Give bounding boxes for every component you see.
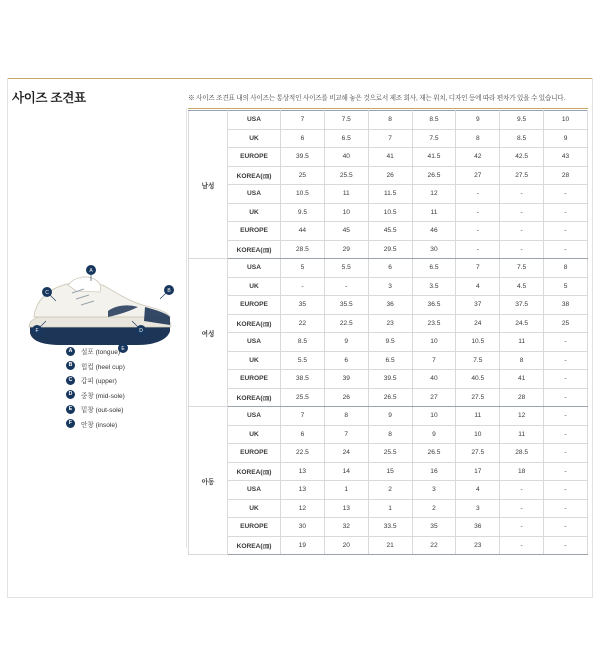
table-row (189, 518, 588, 537)
size-cell: 7 (368, 129, 412, 148)
size-cell: 11 (500, 425, 544, 444)
size-cell: 43 (544, 148, 588, 167)
size-cell: 41.5 (412, 148, 456, 167)
row-label: USA (228, 185, 281, 204)
group-label: 아동 (189, 407, 228, 555)
table-row (189, 166, 588, 185)
size-cell: 13 (324, 499, 368, 518)
size-cell: 6 (281, 425, 325, 444)
size-cell: 45 (324, 222, 368, 241)
size-cell: 22.5 (324, 314, 368, 333)
legend-label: 중창 (mid-sole) (81, 392, 125, 400)
size-cell: - (500, 240, 544, 259)
size-cell: 7 (456, 259, 500, 278)
table-row (189, 185, 588, 204)
size-cell: 39 (324, 370, 368, 389)
size-cell: 28.5 (281, 240, 325, 259)
size-cell: 4 (456, 277, 500, 296)
table-row (189, 481, 588, 500)
size-cell: 8.5 (281, 333, 325, 352)
size-cell: 22.5 (281, 444, 325, 463)
svg-text:C: C (45, 290, 49, 296)
size-cell: 26.5 (412, 166, 456, 185)
svg-text:E: E (121, 346, 125, 352)
table-row (189, 370, 588, 389)
table-row (189, 277, 588, 296)
size-cell: 36 (368, 296, 412, 315)
size-cell: 17 (456, 462, 500, 481)
size-cell: - (281, 277, 325, 296)
shoe-diagram-svg (20, 255, 180, 360)
size-cell: 6.5 (368, 351, 412, 370)
size-cell: 22 (412, 536, 456, 555)
size-cell: 8 (456, 129, 500, 148)
size-cell: 12 (281, 499, 325, 518)
svg-text:F: F (35, 328, 39, 334)
table-row (189, 240, 588, 259)
size-cell: - (500, 185, 544, 204)
size-cell: 30 (412, 240, 456, 259)
size-cell: 40 (412, 370, 456, 389)
size-cell: - (456, 203, 500, 222)
table-row (189, 425, 588, 444)
size-cell: 28 (544, 166, 588, 185)
row-label: EUROPE (228, 222, 281, 241)
legend-item (66, 390, 196, 400)
row-label: EUROPE (228, 296, 281, 315)
table-row (189, 333, 588, 352)
size-cell: 10 (412, 407, 456, 426)
size-cell: 10.5 (456, 333, 500, 352)
size-cell: - (544, 536, 588, 555)
size-cell: - (500, 481, 544, 500)
size-cell: 39.5 (281, 148, 325, 167)
size-cell: 9.5 (281, 203, 325, 222)
row-label: EUROPE (228, 148, 281, 167)
size-cell: 25 (544, 314, 588, 333)
size-cell: 10.5 (368, 203, 412, 222)
size-cell: 1 (368, 499, 412, 518)
size-cell: 36 (456, 518, 500, 537)
legend-marker-c-icon: C (66, 376, 75, 385)
row-label: UK (228, 499, 281, 518)
size-cell: 20 (324, 536, 368, 555)
size-table-area (188, 110, 588, 555)
legend-marker-b-icon: B (66, 361, 75, 370)
legend-label: 안창 (insole) (81, 421, 118, 429)
size-cell: 5.5 (324, 259, 368, 278)
size-cell: 40 (324, 148, 368, 167)
size-cell: - (544, 444, 588, 463)
legend-marker-a-icon: A (66, 347, 75, 356)
size-cell: 18 (500, 462, 544, 481)
size-cell: 7.5 (456, 351, 500, 370)
size-cell: 24 (456, 314, 500, 333)
legend-item (66, 404, 196, 414)
size-cell: - (456, 222, 500, 241)
row-label: UK (228, 129, 281, 148)
size-cell: 29 (324, 240, 368, 259)
size-cell: 19 (281, 536, 325, 555)
table-row (189, 351, 588, 370)
size-cell: 11 (324, 185, 368, 204)
table-row (189, 444, 588, 463)
size-table (188, 110, 588, 555)
size-cell: 8 (368, 111, 412, 130)
size-cell: 7 (324, 425, 368, 444)
size-cell: 44 (281, 222, 325, 241)
size-cell: 8.5 (500, 129, 544, 148)
svg-text:A: A (89, 268, 93, 274)
size-cell: 7.5 (500, 259, 544, 278)
table-row (189, 388, 588, 407)
size-cell: 26.5 (368, 388, 412, 407)
size-cell: 24 (324, 444, 368, 463)
size-cell: 16 (412, 462, 456, 481)
size-cell: 26 (368, 166, 412, 185)
row-label: KOREA(㎝) (228, 388, 281, 407)
row-label: EUROPE (228, 444, 281, 463)
table-top-rule (188, 108, 588, 109)
size-cell: 10 (544, 111, 588, 130)
size-cell: 38.5 (281, 370, 325, 389)
size-cell: 9.5 (500, 111, 544, 130)
size-cell: 26 (324, 388, 368, 407)
size-cell: 42.5 (500, 148, 544, 167)
size-cell: 27 (456, 166, 500, 185)
size-cell: 4 (456, 481, 500, 500)
size-cell: 37.5 (500, 296, 544, 315)
size-cell: 3 (368, 277, 412, 296)
table-row (189, 314, 588, 333)
size-cell: - (500, 499, 544, 518)
size-cell: - (500, 222, 544, 241)
table-row (189, 499, 588, 518)
size-cell: 11 (500, 333, 544, 352)
row-label: UK (228, 425, 281, 444)
legend-item (66, 419, 196, 429)
size-cell: - (544, 425, 588, 444)
size-cell: 15 (368, 462, 412, 481)
size-cell: 6.5 (324, 129, 368, 148)
size-cell: 12 (500, 407, 544, 426)
table-row (189, 536, 588, 555)
legend-item (66, 361, 196, 371)
size-cell: - (544, 481, 588, 500)
row-label: KOREA(㎝) (228, 462, 281, 481)
size-cell: 8 (544, 259, 588, 278)
size-cell: 35 (412, 518, 456, 537)
size-cell: 7 (281, 407, 325, 426)
row-label: USA (228, 333, 281, 352)
size-cell: 37 (456, 296, 500, 315)
table-row (189, 222, 588, 241)
size-cell: 25 (281, 166, 325, 185)
table-row (189, 203, 588, 222)
row-label: UK (228, 203, 281, 222)
size-cell: 10 (456, 425, 500, 444)
size-cell: 32 (324, 518, 368, 537)
size-cell: 14 (324, 462, 368, 481)
table-row (189, 111, 588, 130)
size-cell: 29.5 (368, 240, 412, 259)
size-cell: - (544, 333, 588, 352)
size-cell: 10 (324, 203, 368, 222)
size-cell: 11 (412, 203, 456, 222)
size-cell: 30 (281, 518, 325, 537)
row-label: KOREA(㎝) (228, 314, 281, 333)
table-row (189, 129, 588, 148)
size-cell: - (544, 240, 588, 259)
size-cell: 38 (544, 296, 588, 315)
column-divider (186, 108, 187, 548)
table-row (189, 462, 588, 481)
size-cell: 22 (281, 314, 325, 333)
legend-label: 밑창 (out-sole) (81, 407, 124, 414)
row-label: KOREA(㎝) (228, 240, 281, 259)
size-cell: - (500, 203, 544, 222)
size-cell: 9 (544, 129, 588, 148)
size-cell: 2 (368, 481, 412, 500)
size-cell: 8 (500, 351, 544, 370)
size-cell: 2 (412, 499, 456, 518)
size-cell: - (544, 203, 588, 222)
size-cell: - (544, 518, 588, 537)
group-label: 남성 (189, 111, 228, 259)
size-cell: - (544, 407, 588, 426)
size-cell: 9 (368, 407, 412, 426)
size-cell: - (544, 499, 588, 518)
size-cell: 27.5 (500, 166, 544, 185)
size-cell: 6 (281, 129, 325, 148)
size-cell: 5 (281, 259, 325, 278)
size-cell: 10.5 (281, 185, 325, 204)
shoe-illustration (20, 255, 180, 360)
size-cell: 28.5 (500, 444, 544, 463)
size-cell: 9 (456, 111, 500, 130)
size-cell: 27.5 (456, 444, 500, 463)
size-cell: 24.5 (500, 314, 544, 333)
size-cell: 6 (368, 259, 412, 278)
size-cell: 39.5 (368, 370, 412, 389)
row-label: USA (228, 481, 281, 500)
size-cell: 41 (500, 370, 544, 389)
size-cell: - (456, 240, 500, 259)
size-cell: 21 (368, 536, 412, 555)
size-cell: - (544, 370, 588, 389)
row-label: UK (228, 351, 281, 370)
legend-marker-d-icon: D (66, 390, 75, 399)
group-label: 여성 (189, 259, 228, 407)
size-cell: 35 (281, 296, 325, 315)
size-cell: 9 (324, 333, 368, 352)
table-row (189, 296, 588, 315)
size-cell: 13 (281, 462, 325, 481)
page-note: ※ 사이즈 조견표 내의 사이즈는 통상적인 사이즈를 비교해 놓은 것으로서 제조 회사, 재는 위치, 디자인 등에 따라 편차가 있을 수 있습니다. (188, 95, 566, 102)
size-cell: - (324, 277, 368, 296)
size-cell: 5 (544, 277, 588, 296)
row-label: USA (228, 111, 281, 130)
size-cell: 27.5 (456, 388, 500, 407)
size-cell: 36.5 (412, 296, 456, 315)
row-label: KOREA(㎝) (228, 166, 281, 185)
legend-label: 갑피 (upper) (81, 378, 117, 385)
size-cell: 23 (368, 314, 412, 333)
row-label: EUROPE (228, 370, 281, 389)
svg-text:D: D (139, 328, 143, 334)
size-cell: 7.5 (412, 129, 456, 148)
legend-item (66, 346, 196, 356)
size-cell: 12 (412, 185, 456, 204)
size-cell: 27 (412, 388, 456, 407)
table-row (189, 148, 588, 167)
size-cell: - (544, 185, 588, 204)
legend (66, 346, 196, 433)
size-cell: 41 (368, 148, 412, 167)
size-cell: 1 (324, 481, 368, 500)
page-title: 사이즈 조견표 (12, 91, 86, 105)
table-row (189, 407, 588, 426)
size-cell: 26.5 (412, 444, 456, 463)
legend-label: 힙컵 (heel cup) (81, 363, 125, 371)
size-cell: 33.5 (368, 518, 412, 537)
size-cell: 7 (281, 111, 325, 130)
size-cell: 25.5 (368, 444, 412, 463)
svg-text:B: B (167, 288, 171, 294)
size-cell: 6 (324, 351, 368, 370)
size-cell: 4.5 (500, 277, 544, 296)
size-cell: - (544, 462, 588, 481)
size-cell: 7.5 (324, 111, 368, 130)
size-cell: 45.5 (368, 222, 412, 241)
header-rule (7, 78, 593, 79)
size-cell: 11.5 (368, 185, 412, 204)
row-label: UK (228, 277, 281, 296)
legend-marker-f-icon: F (66, 419, 75, 428)
size-cell: 42 (456, 148, 500, 167)
size-cell: - (544, 351, 588, 370)
size-cell: - (544, 222, 588, 241)
size-cell: 8.5 (412, 111, 456, 130)
legend-label: 설포 (tongue) (81, 349, 121, 356)
size-cell: 3.5 (412, 277, 456, 296)
size-cell: 3 (456, 499, 500, 518)
size-cell: 25.5 (324, 166, 368, 185)
legend-marker-e-icon: E (66, 405, 75, 414)
table-row (189, 259, 588, 278)
row-label: USA (228, 407, 281, 426)
size-cell: - (456, 185, 500, 204)
size-cell: 7 (412, 351, 456, 370)
size-cell: 13 (281, 481, 325, 500)
size-cell: 8 (368, 425, 412, 444)
legend-item (66, 375, 196, 385)
row-label: EUROPE (228, 518, 281, 537)
size-cell: 23.5 (412, 314, 456, 333)
size-cell: 25.5 (281, 388, 325, 407)
size-cell: 40.5 (456, 370, 500, 389)
size-cell: - (544, 388, 588, 407)
size-cell: 9 (412, 425, 456, 444)
size-cell: 6.5 (412, 259, 456, 278)
size-cell: 5.5 (281, 351, 325, 370)
size-cell: 46 (412, 222, 456, 241)
size-cell: 8 (324, 407, 368, 426)
size-cell: 23 (456, 536, 500, 555)
size-cell: - (500, 518, 544, 537)
row-label: KOREA(㎝) (228, 536, 281, 555)
size-cell: 35.5 (324, 296, 368, 315)
size-cell: 10 (412, 333, 456, 352)
size-cell: - (500, 536, 544, 555)
size-cell: 11 (456, 407, 500, 426)
size-cell: 3 (412, 481, 456, 500)
size-cell: 28 (500, 388, 544, 407)
size-cell: 9.5 (368, 333, 412, 352)
row-label: USA (228, 259, 281, 278)
